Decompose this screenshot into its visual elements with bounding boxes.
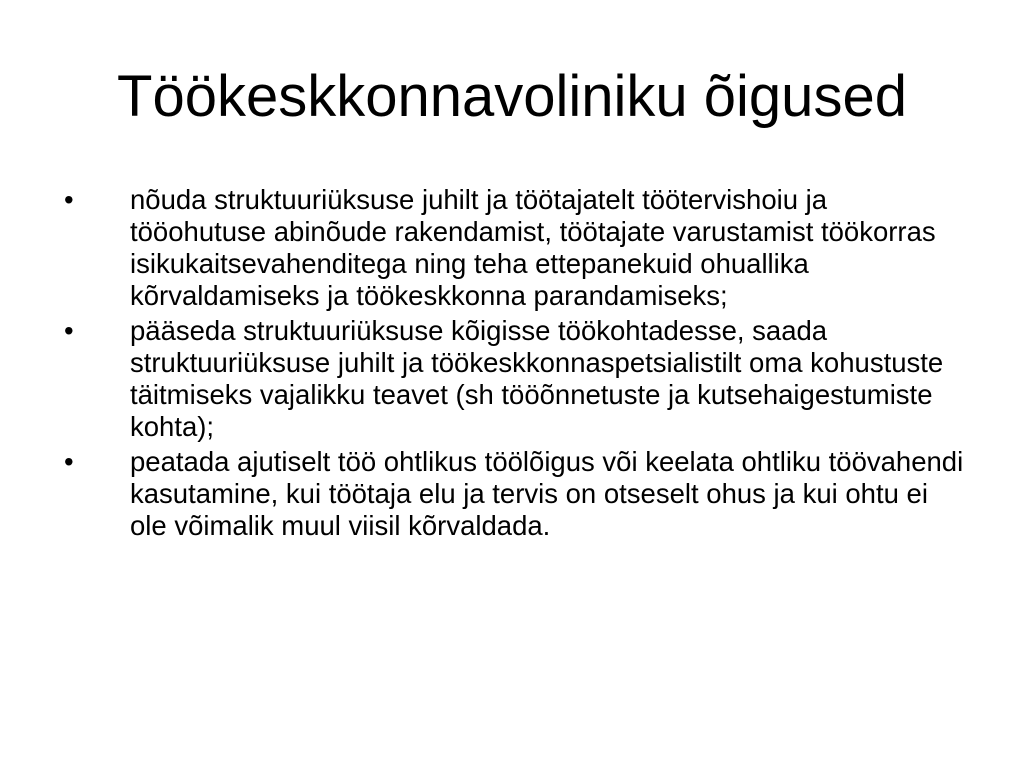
bullet-text: pääseda struktuuriüksuse kõigisse töökohtadesse, saada struktuuriüksuse juhilt ja töökeskkonnaspetsialistilt oma kohustuste täitmiseks vajalikku teavet (sh tööõnnetuste ja kutsehaigestumiste kohta);: [130, 315, 944, 442]
bullet-icon: •: [64, 315, 74, 346]
bullet-icon: •: [64, 184, 74, 215]
slide-title: Töökeskkonnavoliniku õigused: [117, 64, 907, 129]
bullet-list: [58, 184, 968, 545]
bullet-item: [58, 446, 968, 542]
bullet-text: peatada ajutiselt töö ohtlikus töölõigus või keelata ohtliku töövahendi kasutamine, kui töötaja elu ja tervis on otseselt ohus ja kui ohtu ei ole võimalik muul viisil kõrvaldada.: [130, 446, 964, 541]
bullet-text: nõuda struktuuriüksuse juhilt ja töötajatelt töötervishoiu ja tööohutuse abinõude rakendamist, töötajate varustamist töökorras isikukaitsevahenditega ning teha ettepanekuid ohuallika kõrvaldamiseks ja töökeskkonna parandamiseks;: [130, 184, 936, 311]
bullet-item: [58, 184, 968, 312]
bullet-icon: •: [64, 446, 74, 477]
bullet-item: [58, 315, 968, 443]
